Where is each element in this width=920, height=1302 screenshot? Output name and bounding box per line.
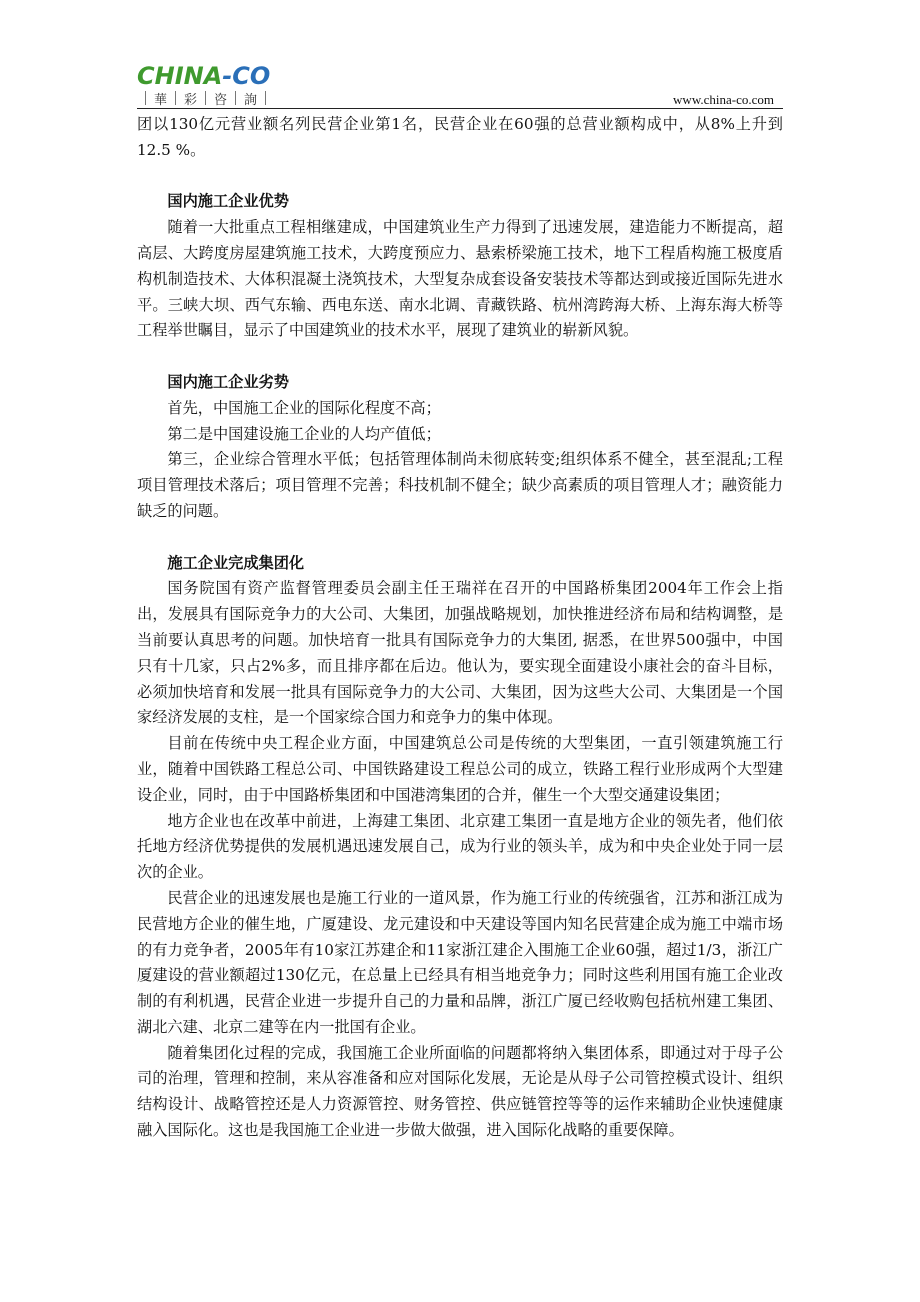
body-paragraph: 随着集团化过程的完成，我国施工企业所面临的问题都将纳入集团体系，即通过对于母子公司的治理，管理和控制，来从容准备和应对国际化发展，无论是从母子公司管控模式设计、组织结构设计、战略管控还是人力资源管控、财务管控、供应链管控等等的运作来辅助企业快速健康融入国际化。这也是我国施工企业进一步做大做强，进入国际化战略的重要保障。 xyxy=(137,1043,783,1140)
body-paragraph: 随着一大批重点工程相继建成，中国建筑业生产力得到了迅速发展，建造能力不断提高，超高层、大跨度房屋建筑施工技术，大跨度预应力、悬索桥梁施工技术，地下工程盾构施工极度盾构机制造技术、大体积混凝土浇筑技术，大型复杂成套设备安装技术等都达到或接近国际先进水平。三峡大坝、西气东输、西电东送、南水北调、青藏铁路、杭州湾跨海大桥、上海东海大桥等工程举世瞩目，显示了中国建筑业的技术水平，展现了建筑业的崭新风貌。 xyxy=(137,218,783,340)
section-heading-disadvantages: 国内施工企业劣势 xyxy=(167,372,289,391)
logo-char: 彩 xyxy=(184,92,198,108)
logo-char: 華 xyxy=(154,92,168,108)
body-paragraph: 地方企业也在改革中前进，上海建工集团、北京建工集团一直是地方企业的领先者，他们依托地方经济优势提供的发展机遇迅速发展自己，成为行业的领头羊，成为和中央企业处于同一层次的企业。 xyxy=(137,811,783,882)
header-divider xyxy=(137,108,783,109)
header-url[interactable]: www.china-co.com xyxy=(673,92,774,107)
body-paragraph: 民营企业的迅速发展也是施工行业的一道风景，作为施工行业的传统强省，江苏和浙江成为民营地方企业的催生地，广厦建设、龙元建设和中天建设等国内知名民营建企成为施工中端市场的有力竞争者，2005年有10家江苏建企和11家浙江建企入围施工企业60强，超过1/3，浙江广厦建设的营业额超过130亿元，在总量上已经具有相当地竞争力；同时这些利用国有施工企业改制的有利机遇，民营企业进一步提升自己的力量和品牌，浙江广厦已经收购包括杭州建工集团、湖北六建、北京二建等在内一批国有企业。 xyxy=(137,888,783,1036)
section-heading-grouping: 施工企业完成集团化 xyxy=(167,553,305,572)
page-header xyxy=(0,0,920,110)
logo-chinese-name xyxy=(137,89,274,107)
section-heading-advantages: 国内施工企业优势 xyxy=(167,192,289,211)
body-paragraph: 第二是中国建设施工企业的人均产值低； xyxy=(167,424,441,443)
company-logo: CHINA-CO xyxy=(137,62,271,90)
body-paragraph: 目前在传统中央工程企业方面，中国建筑总公司是传统的大型集团，一直引领建筑施工行业，随着中国铁路工程总公司、中国铁路建设工程总公司的成立，铁路工程行业形成两个大型建设企业，同时，由于中国路桥集团和中国港湾集团的合并，催生一个大型交通建设集团； xyxy=(137,734,783,804)
intro-paragraph: 团以130亿元营业额名列民营企业第1名，民营企业在60强的总营业额构成中，从8%上升到12.5 %。 xyxy=(137,115,783,159)
document-body xyxy=(137,112,783,1144)
body-paragraph: 首先，中国施工企业的国际化程度不高； xyxy=(167,398,441,417)
body-paragraph: 第三，企业综合管理水平低；包括管理体制尚未彻底转变;组织体系不健全，甚至混乱;工程项目管理技术落后；项目管理不完善；科技机制不健全；缺少高素质的项目管理人才；融资能力缺乏的问题。 xyxy=(137,450,783,520)
logo-char: 詢 xyxy=(244,92,258,108)
logo-char: 咨 xyxy=(214,92,228,108)
body-paragraph: 国务院国有资产监督管理委员会副主任王瑞祥在召开的中国路桥集团2004年工作会上指出，发展具有国际竞争力的大公司、大集团，加强战略规划，加快推进经济布局和结构调整，是当前要认真思考的问题。加快培育一批具有国际竞争力的大集团, 据悉，在世界500强中，中国只有十几家，只占2%多，而且排序都在后边。他认为，要实现全面建设小康社会的奋斗目标，必须加快培育和发展一批具有国际竞争力的大公司、大集团，因为这些大公司、大集团是一个国家经济发展的支柱，是一个国家综合国力和竞争力的集中体现。 xyxy=(137,579,783,727)
